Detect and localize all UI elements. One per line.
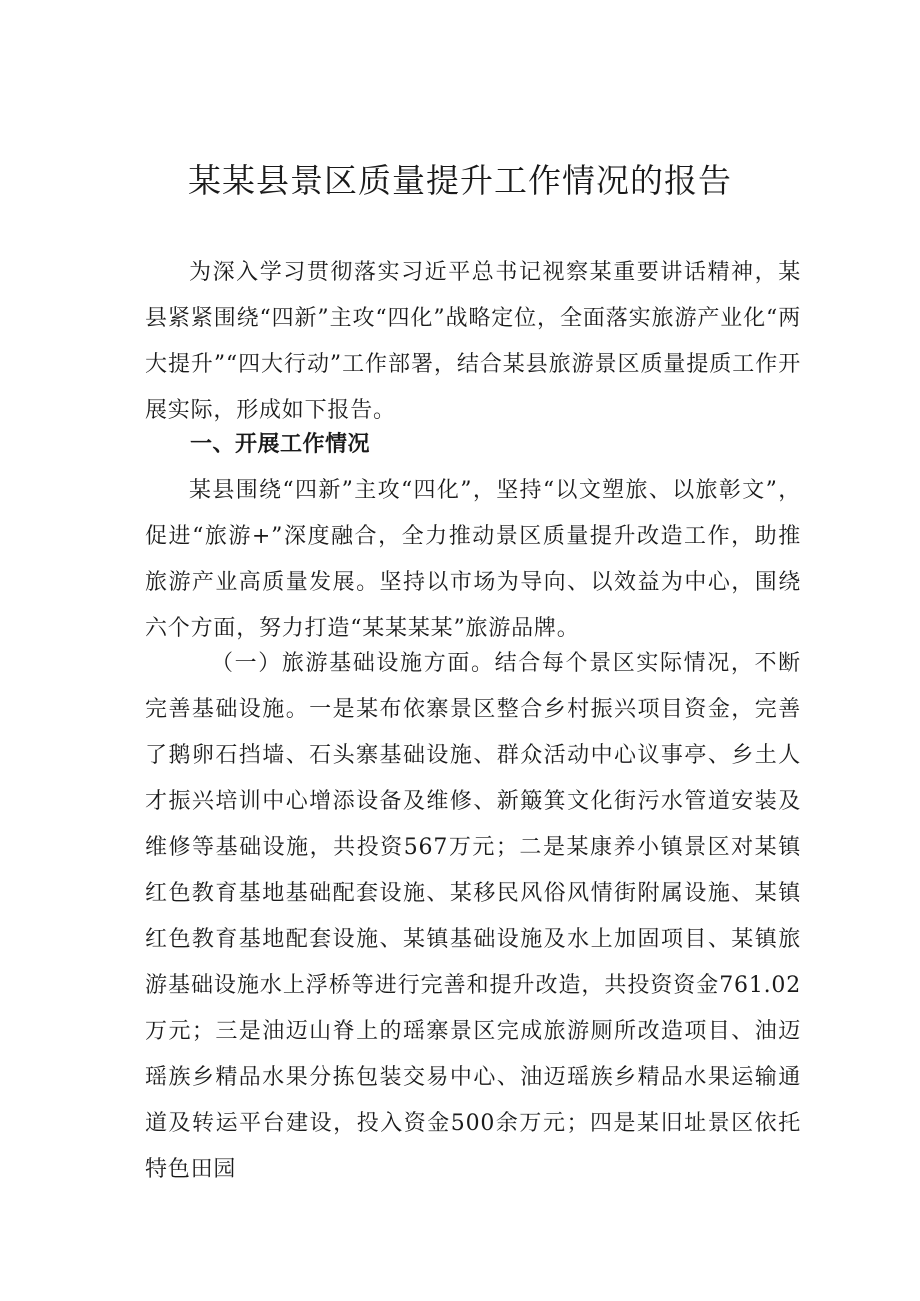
section-heading: 一、开展工作情况 — [190, 432, 371, 457]
section-paragraph-2: （一）旅游基础设施方面。结合每个景区实际情况，不断完善基础设施。一是某布依寨景区整合乡村振兴项目资金，完善了鹅卵石挡墙、石头寨基础设施、群众活动中心议事亭、乡土人才振兴培训中心增添设备及维修、新簸箕文化街污水管道安装及维修等基础设施，共投资567万元；二是某康养小镇景区对某镇红色教育基地基础配套设施、某移民风俗风情街附属设施、某镇红色教育基地配套设施、某镇基础设施及水上加固项目、某镇旅游基础设施水上浮桥等进行完善和提升改造，共投资资金761.02万元；三是油迈山脊上的瑶寨景区完成旅游厕所改造项目、油迈瑶族乡精品水果分拣包装交易中心、油迈瑶族乡精品水果运输通道及转运平台建设，投入资金500余万元；四是某旧址景区依托特色田园 — [145, 651, 801, 1182]
intro-paragraph: 为深入学习贯彻落实习近平总书记视察某重要讲话精神，某县紧紧围绕“四新”主攻“四化”战略定位，全面落实旅游产业化“两大提升”“四大行动”工作部署，结合某县旅游景区质量提质工作开展实际，形成如下报告。 — [145, 260, 801, 423]
document-title: 某某县景区质量提升工作情况的报告 — [188, 161, 732, 200]
section-paragraph-1: 某县围绕“四新”主攻“四化”，坚持“以文塑旅、以旅彰文”，促进“旅游+”深度融合，全力推动景区质量提升改造工作，助推旅游产业高质量发展。坚持以市场为导向、以效益为中心，围绕六个方面，努力打造“某某某某”旅游品牌。 — [145, 478, 801, 641]
